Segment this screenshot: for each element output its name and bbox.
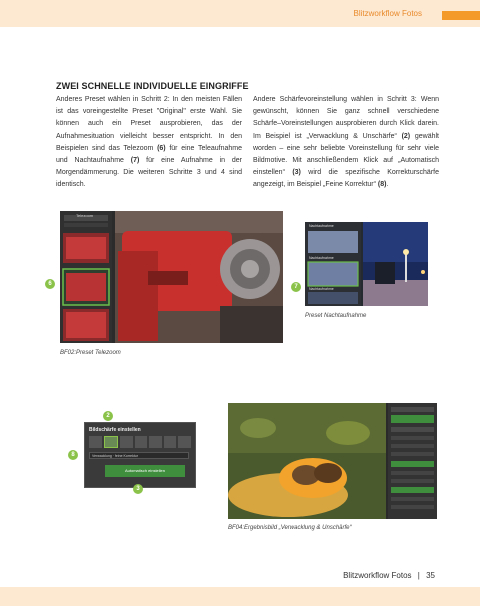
col1-ref-7: (7) <box>130 157 140 165</box>
col1-text-2: für eine Teleaufnahme und Nachtaufnahme <box>56 144 242 165</box>
caption-bf04: BF04:Ergebnisbild „Verwacklung & Unschärfe“ <box>228 525 352 531</box>
badge-7: 7 <box>291 282 301 292</box>
footer-separator: | <box>417 571 420 580</box>
section-heading: ZWEI SCHNELLE INDIVIDUELLE EINGRIFFE <box>56 81 249 91</box>
caption-bf02: BF02:Preset Telezoom <box>60 350 121 356</box>
telezoom-toolbar-label: Telezoom <box>76 213 94 218</box>
auto-adjust-button[interactable]: Automatisch einstellen <box>105 465 185 477</box>
footer-title: Blitzworkflow Fotos <box>343 571 412 580</box>
preset-icon-selected[interactable] <box>104 436 119 448</box>
caption-nachtaufnahme: Preset Nachtaufnahme <box>305 313 367 319</box>
col2-ref-3: (3) <box>292 169 301 177</box>
night-image <box>305 222 428 306</box>
preset-icon-row <box>89 436 191 448</box>
col2-text-2: gewählt worden – eine sehr beliebte Voreinstellung für sehr viele Bildmotive. Mit anschließendem Klick auf „Automatisch einstellen“ <box>253 132 439 177</box>
col1-text-1: Anderes Preset wählen in Schritt 2: In den meisten Fällen ist das voreingestellte Preset "Original" erste Wahl. Sie können auch ein Preset ausprobieren, das der Aufnahmesituation vielleicht besser entspricht. In den Beispielen sind das Telezoom <box>56 96 242 152</box>
badge-6: 6 <box>45 279 55 289</box>
preset-icon-5[interactable] <box>149 436 162 448</box>
figure-nachtaufnahme <box>305 222 428 306</box>
footer-band <box>0 587 480 606</box>
night-label-top: Nachtaufnahme <box>309 224 334 228</box>
col2-ref-8: (8) <box>377 181 387 189</box>
preset-icon-3[interactable] <box>120 436 133 448</box>
preset-icon-6[interactable] <box>164 436 177 448</box>
col1-ref-6: (6) <box>157 144 166 152</box>
telezoom-image <box>60 211 283 343</box>
figure-telezoom <box>60 211 283 343</box>
text-column-left <box>56 94 242 192</box>
badge-3: 3 <box>133 484 143 494</box>
col2-text-1: Andere Schärfevoreinstellung wählen in Schritt 3: Wenn gewünscht, können Sie ganz schnell verschiedene Schärfe–Voreinstellungen ausprobieren durch Klick darein. Im Beispiel ist „Verwacklung & Unschärfe“ <box>253 96 439 140</box>
night-label-mid: Nachtaufnahme <box>309 256 334 260</box>
sharpness-dropdown[interactable]: Verwacklung · feine Korrektur <box>89 452 189 459</box>
preset-icon-7[interactable] <box>178 436 191 448</box>
col2-ref-2: (2) <box>401 132 411 140</box>
preset-icon-4[interactable] <box>135 436 148 448</box>
col2-text-3: wird die spezifische Korrekturschärfe angezeigt, im Beispiel „Feine Korrektur“ <box>253 169 439 189</box>
figure-bildschaerfe-panel <box>84 422 196 488</box>
badge-8: 8 <box>68 450 78 460</box>
col2-text-4: . <box>386 181 389 189</box>
preset-icon-1[interactable] <box>89 436 102 448</box>
night-label-bottom: Nachtaufnahme <box>309 287 334 291</box>
badge-2: 2 <box>103 411 113 421</box>
header-accent-bar <box>442 11 480 20</box>
page-number: 35 <box>426 571 435 580</box>
col1-text-3: für eine Aufnahme in der Morgendämmerung. Die weiteren Schritte 3 und 4 sind identisch. <box>56 157 243 189</box>
footer <box>343 571 435 580</box>
panel-title: Bildschärfe einstellen <box>89 427 141 433</box>
header-title: Blitzworkflow Fotos <box>353 9 422 18</box>
figure-ergebnisbild <box>228 403 437 519</box>
butterfly-image <box>228 403 437 519</box>
text-column-right <box>253 94 439 192</box>
